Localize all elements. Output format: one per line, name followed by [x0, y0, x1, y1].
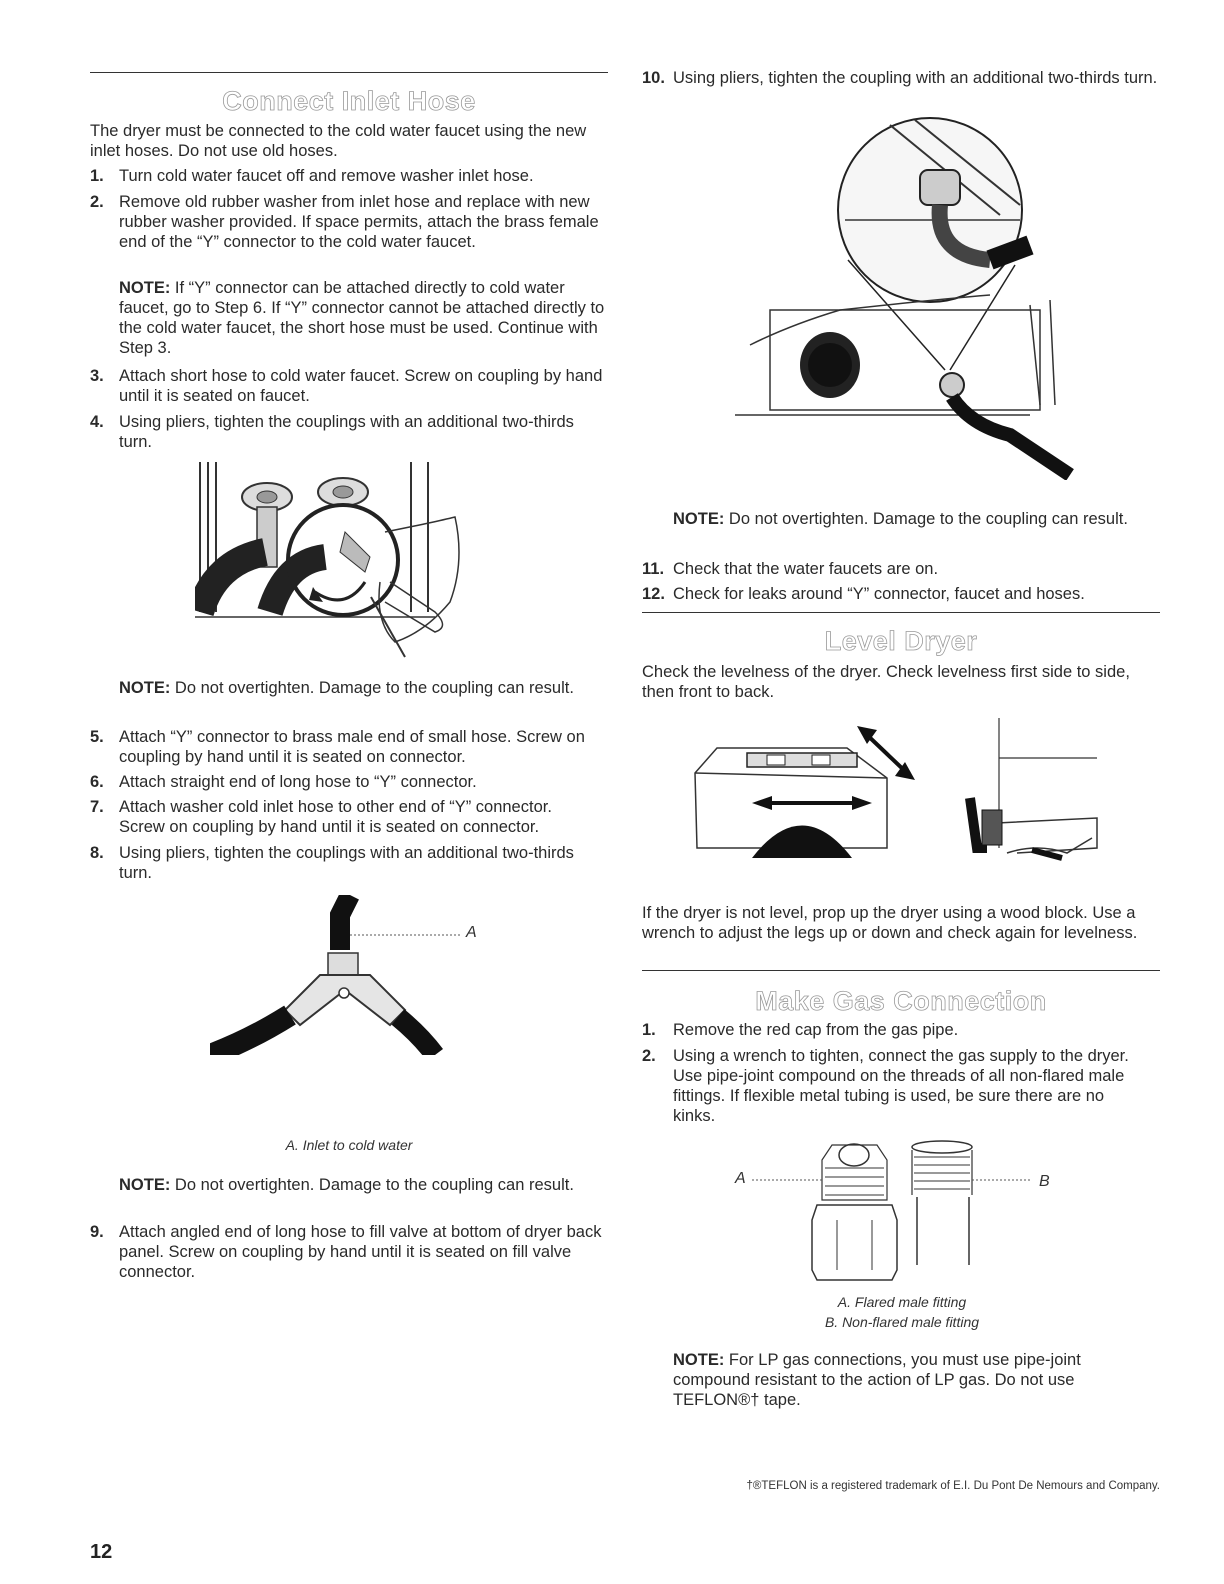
caption-inlet-cold-water: A. Inlet to cold water — [285, 1137, 413, 1153]
page-number: 12 — [90, 1541, 113, 1563]
note-step-2: NOTE: If “Y” connector can be attached directly to cold water faucet, go to Step 6. If “Y” connector cannot be attached directly to the cold water faucet, the short hose must be used. Continue with Step 3. — [119, 279, 605, 357]
section-divider — [90, 72, 608, 73]
label-a-fitting: A — [735, 1170, 746, 1187]
section-divider — [642, 612, 1160, 613]
heading-make-gas-connection: Make Gas Connection — [755, 986, 1047, 1016]
gas-step-2: 2. Using a wrench to tighten, connect the gas supply to the dryer. Use pipe-joint compound on the threads of all non-flared male fittings. If flexible metal tubing is used, be sure there are no kinks. — [642, 1047, 1129, 1125]
heading-level-dryer: Level Dryer — [824, 626, 978, 656]
gas-fittings-illustration — [747, 1135, 1047, 1285]
note-overtighten-right: NOTE: Do not overtighten. Damage to the coupling can result. — [673, 510, 1128, 528]
step-9: 9. Attach angled end of long hose to fill valve at bottom of dryer back panel. Screw on coupling by hand until it is seated on fill valve connector. — [90, 1223, 602, 1281]
step-10: 10. Using pliers, tighten the coupling with an additional two-thirds turn. — [642, 69, 1158, 87]
step-7: 7. Attach washer cold inlet hose to other end of “Y” connector. Screw on coupling by hand until it is seated on connector. — [90, 798, 552, 836]
step-5: 5. Attach “Y” connector to brass male end of small hose. Screw on coupling by hand until it is seated on connector. — [90, 728, 585, 766]
step-4: 4. Using pliers, tighten the couplings with an additional two-thirds turn. — [90, 413, 574, 451]
caption-flared-fitting: A. Flared male fitting — [837, 1294, 967, 1310]
step-8: 8. Using pliers, tighten the couplings with an additional two-thirds turn. — [90, 844, 574, 882]
note-lp-gas: NOTE: For LP gas connections, you must use pipe-joint compound resistant to the action of LP gas. Do not use TEFLON®† tape. — [673, 1351, 1081, 1409]
note-overtighten-1: NOTE: Do not overtighten. Damage to the coupling can result. — [119, 679, 574, 697]
section-divider — [642, 970, 1160, 971]
faucet-coupling-illustration — [195, 462, 515, 667]
level-intro-text: Check the levelness of the dryer. Check levelness first side to side, then front to back. — [642, 663, 1130, 701]
fill-valve-illustration — [730, 115, 1130, 480]
level-dryer-illustration — [687, 718, 1107, 888]
label-a-inlet: A — [466, 924, 477, 941]
caption-non-flared-fitting: B. Non-flared male fitting — [824, 1314, 980, 1330]
step-3: 3. Attach short hose to cold water faucet. Screw on coupling by hand until it is seated on faucet. — [90, 367, 603, 405]
intro-text: The dryer must be connected to the cold water faucet using the new inlet hoses. Do not use old hoses. — [90, 122, 587, 160]
y-connector-illustration — [210, 895, 470, 1055]
step-2: 2. Remove old rubber washer from inlet hose and replace with new rubber washer provided. If space permits, attach the brass female end of the “Y” connector to the cold water faucet. — [90, 193, 599, 251]
note-overtighten-2: NOTE: Do not overtighten. Damage to the coupling can result. — [119, 1176, 574, 1194]
level-instructions-text: If the dryer is not level, prop up the dryer using a wood block. Use a wrench to adjust the legs up or down and check again for levelness. — [642, 904, 1138, 942]
heading-connect-inlet-hose: Connect Inlet Hose — [222, 86, 476, 116]
teflon-footnote: †®TEFLON is a registered trademark of E.I. Du Pont De Nemours and Company. — [746, 1480, 1160, 1492]
label-b-fitting: B — [1039, 1173, 1050, 1190]
